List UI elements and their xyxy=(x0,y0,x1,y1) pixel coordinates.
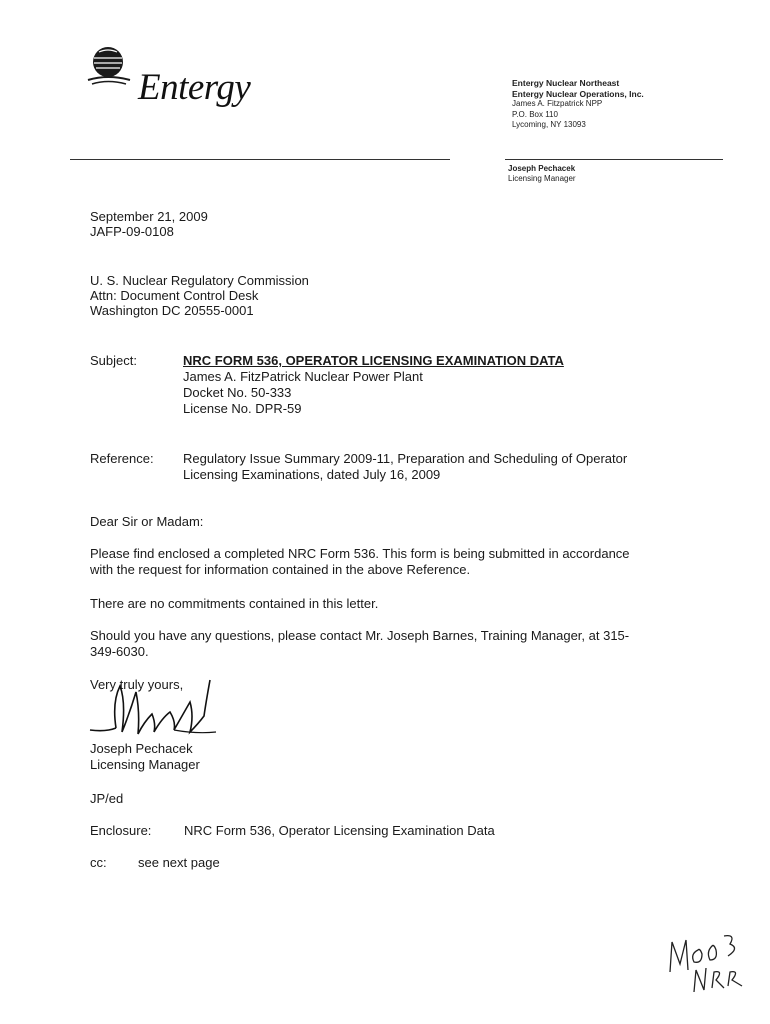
closing: Very truly yours, xyxy=(90,677,184,692)
handwritten-signature-icon xyxy=(86,672,226,752)
header-divider-right xyxy=(505,159,723,160)
address-line-1: James A. Fitzpatrick NPP xyxy=(512,99,603,108)
letterhead-signer xyxy=(508,164,576,184)
entergy-globe-logo-icon xyxy=(86,44,138,88)
address-line-3: Lycoming, NY 13093 xyxy=(512,120,586,129)
entergy-logo-text: Entergy xyxy=(138,67,251,108)
paragraph-3-line-2: 349-6030. xyxy=(90,644,149,659)
paragraph-1-line-2: with the request for information contained in the above Reference. xyxy=(90,562,471,577)
signer-name: Joseph Pechacek xyxy=(90,741,193,756)
salutation: Dear Sir or Madam: xyxy=(90,514,204,529)
paragraph-1-line-1: Please find enclosed a completed NRC Form 536. This form is being submitted in accordance xyxy=(90,546,630,561)
reference-label: Reference: xyxy=(90,451,154,466)
paragraph-2: There are no commitments contained in this letter. xyxy=(90,596,379,611)
address-line-2: P.O. Box 110 xyxy=(512,109,558,119)
letter-ref-number: JAFP-09-0108 xyxy=(90,224,174,239)
reference-line-2: Licensing Examinations, dated July 16, 2009 xyxy=(183,467,441,482)
subject-label: Subject: xyxy=(90,353,137,368)
letterhead-address xyxy=(512,78,644,131)
company-line-2: Entergy Nuclear Operations, Inc. xyxy=(512,88,644,99)
handwritten-stamp-icon xyxy=(664,928,748,1000)
subject-line-1: James A. FitzPatrick Nuclear Power Plant xyxy=(183,369,423,384)
initials: JP/ed xyxy=(90,791,124,806)
reference-line-1: Regulatory Issue Summary 2009-11, Preparation and Scheduling of Operator xyxy=(183,451,628,466)
letterhead-signer-title: Licensing Manager xyxy=(508,174,576,183)
letterhead-signer-name: Joseph Pechacek xyxy=(508,164,576,173)
cc-label: cc: xyxy=(90,855,107,870)
recipient-line-1: U. S. Nuclear Regulatory Commission xyxy=(90,273,309,288)
letter-date: September 21, 2009 xyxy=(90,209,208,224)
recipient-line-2: Attn: Document Control Desk xyxy=(90,288,259,303)
paragraph-3-line-1: Should you have any questions, please contact Mr. Joseph Barnes, Training Manager, at 315- xyxy=(90,628,630,643)
header-divider-left xyxy=(70,159,450,160)
cc-text: see next page xyxy=(138,855,220,870)
subject-line-2: Docket No. 50-333 xyxy=(183,385,292,400)
enclosure-label: Enclosure: xyxy=(90,823,152,838)
recipient-line-3: Washington DC 20555-0001 xyxy=(90,303,254,318)
signer-title: Licensing Manager xyxy=(90,757,200,772)
company-line-1: Entergy Nuclear Northeast xyxy=(512,78,620,88)
enclosure-text: NRC Form 536, Operator Licensing Examination Data xyxy=(184,823,495,838)
subject-title: NRC FORM 536, OPERATOR LICENSING EXAMINATION DATA xyxy=(183,353,564,368)
subject-line-3: License No. DPR-59 xyxy=(183,401,302,416)
